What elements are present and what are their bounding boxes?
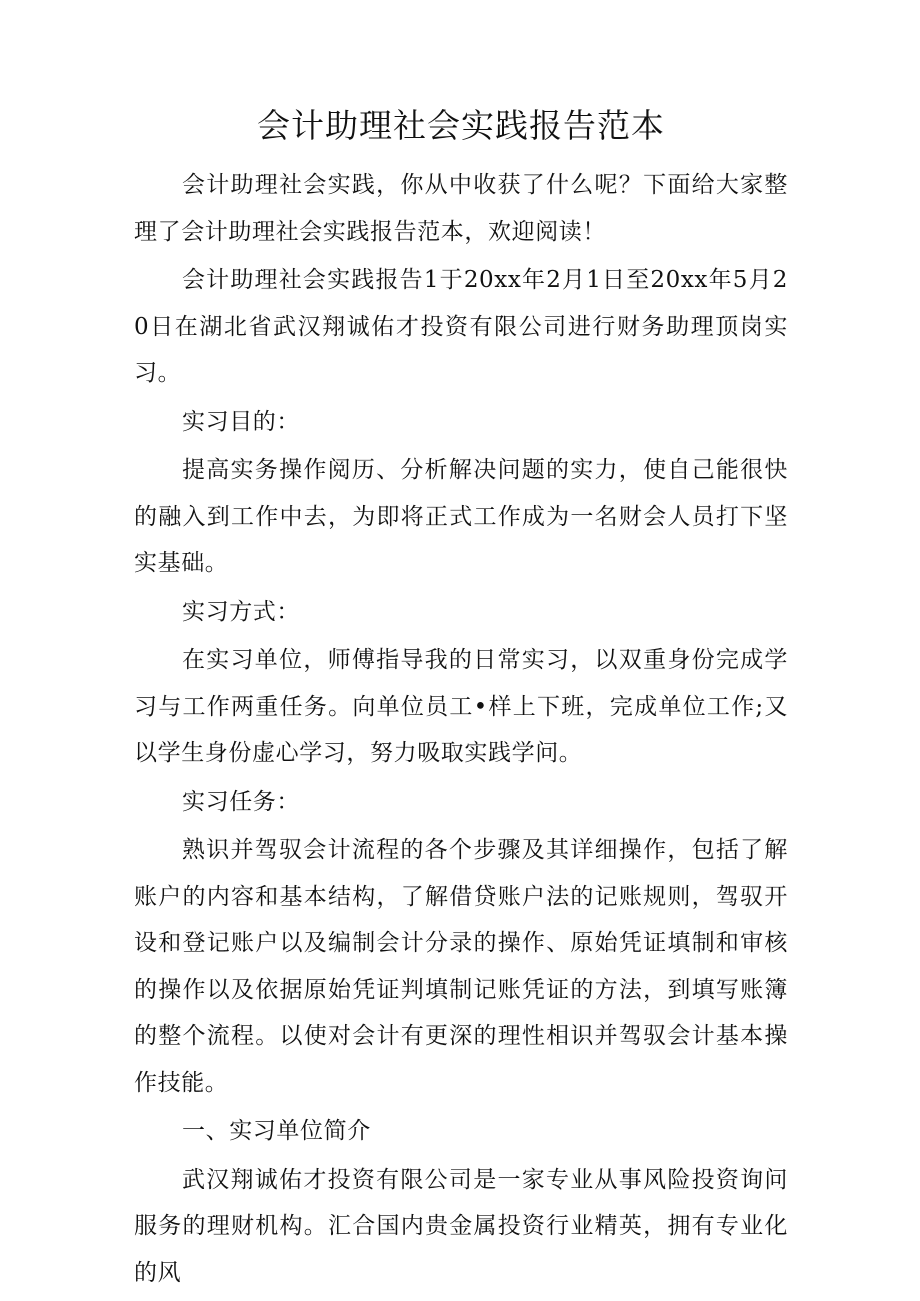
heading-internship-tasks: 实习任务： (182, 788, 300, 815)
heading-internship-method: 实习方式： (182, 598, 300, 625)
paragraph-internship-period: 会计助理社会实践报告1于20xx年2月1日至20xx年5月20日在湖北省武汉翔诚佑才投资有限公司进行财务助理顶岗实习。 (134, 267, 788, 386)
heading-internship-purpose: 实习目的： (182, 408, 300, 435)
paragraph-internship-method: 在实习单位，师傅指导我的日常实习，以双重身份完成学习与工作两重任务。向单位员工•样上下班，完成单位工作;又以学生身份虚心学习，努力吸取实践学问。 (134, 647, 788, 766)
document-title: 会计助理社会实践报告范本 (257, 106, 665, 145)
paragraph-company-intro: 武汉翔诚佑才投资有限公司是一家专业从事风险投资询问服务的理财机构。汇合国内贵金属投资行业精英，拥有专业化的风 (134, 1166, 788, 1286)
paragraph-intro: 会计助理社会实践，你从中收获了什么呢？下面给大家整理了会计助理社会实践报告范本，欢迎阅读！ (134, 172, 788, 245)
paragraph-internship-purpose: 提高实务操作阅历、分析解决问题的实力，使自己能很快的融入到工作中去，为即将正式工作成为一名财会人员打下坚实基础。 (134, 457, 788, 576)
heading-company-intro: 一、实习单位简介 (182, 1118, 371, 1144)
paragraph-internship-tasks: 熟识并驾驭会计流程的各个步骤及其详细操作，包括了解账户的内容和基本结构，了解借贷账户法的记账规则，驾驭开设和登记账户以及编制会计分录的操作、原始凭证填制和审核的操作以及依据原始凭证判填制记账凭证的方法，到填写账簿的整个流程。以使对会计有更深的理性相识并驾驭会计基本操作技能。 (134, 837, 788, 1096)
